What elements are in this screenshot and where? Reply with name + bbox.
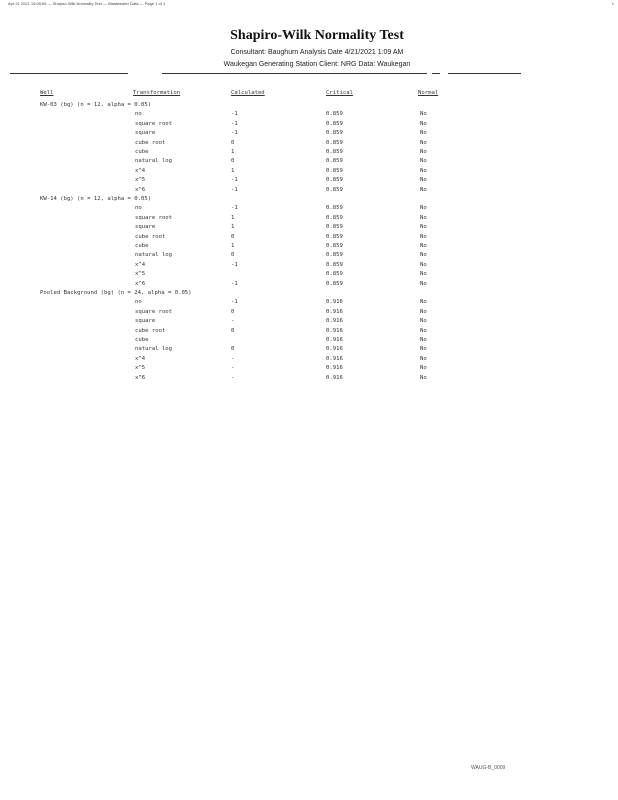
transformation-cell: x^5 [135,365,146,372]
transformation-cell: square root [135,214,173,221]
critical-cell: 0.859 [326,167,343,174]
critical-cell: 0.859 [326,214,343,221]
transformation-cell: cube root [135,327,166,334]
normal-cell: No [420,243,427,249]
normal-cell: No [420,233,427,240]
transformation-cell: no [135,299,142,306]
normal-cell: No [420,130,427,137]
column-header-critical: Critical [326,90,353,96]
normal-cell: No [420,149,427,155]
critical-cell: 0.859 [326,205,343,212]
calculated-cell: - [231,374,235,381]
normal-cell: No [420,111,427,118]
critical-cell: 0.859 [326,280,343,287]
transformation-cell: square [135,318,156,325]
normal-cell: No [420,205,427,212]
calculated-cell: 0 [231,308,235,315]
transformation-cell: square root [135,308,173,315]
normal-cell: No [420,252,427,259]
calculated-cell: 0 [231,327,235,334]
calculated-cell: -1 [231,261,238,268]
critical-cell: 0.916 [326,308,343,315]
transformation-cell: square root [135,120,173,127]
normal-cell: No [420,158,427,165]
report-subtitle-line1: Consultant: Baughurn Analysis Date 4/21/2021 1:09 AM [230,49,404,56]
calculated-cell: - [231,318,235,325]
normal-cell: No [420,167,427,174]
calculated-cell: -1 [231,111,238,118]
transformation-cell: square [135,224,156,231]
transformation-cell: no [135,111,142,118]
calculated-cell: 1 [231,243,235,249]
normal-cell: No [420,224,427,231]
critical-cell: 0.916 [326,337,343,343]
critical-cell: 0.916 [326,365,343,372]
transformation-cell: natural log [135,158,173,165]
transformation-cell: x^6 [135,374,146,381]
calculated-cell: 1 [231,224,235,231]
transformation-cell: cube [135,243,149,249]
transformation-cell: x^4 [135,167,146,174]
transformation-cell: natural log [135,252,173,259]
critical-cell: 0.859 [326,271,343,278]
header-rule-right [448,73,521,74]
critical-cell: 0.859 [326,233,343,240]
critical-cell: 0.859 [326,224,343,231]
transformation-cell: natural log [135,346,173,353]
critical-cell: 0.859 [326,158,343,165]
normal-cell: No [420,120,427,127]
calculated-cell: -1 [231,130,238,137]
transformation-cell: cube [135,149,149,155]
calculated-cell: -1 [231,120,238,127]
column-header-well: Well [40,90,54,96]
header-rule-center [162,73,427,74]
critical-cell: 0.859 [326,130,343,137]
transformation-cell: x^5 [135,271,146,278]
normal-cell: No [420,139,427,146]
calculated-cell: 0 [231,233,235,240]
header-rule-left [10,73,128,74]
column-header-normal: Normal [418,90,439,96]
transformation-cell: no [135,205,142,212]
critical-cell: 0.916 [326,327,343,334]
calculated-cell: 0 [231,158,235,165]
header-rule-dash [432,73,440,74]
critical-cell: 0.859 [326,243,343,249]
calculated-cell: 0 [231,139,235,146]
critical-cell: 0.916 [326,374,343,381]
normal-cell: No [420,280,427,287]
critical-cell: 0.916 [326,355,343,362]
critical-cell: 0.859 [326,120,343,127]
critical-cell: 0.859 [326,149,343,155]
column-header-calculated: Calculated [231,90,265,96]
column-header-transformation: Transformation [133,90,181,96]
transformation-cell: x^4 [135,355,146,362]
print-header-text: Apr 21 2021 15:09:55 — Shapiro-Wilk Normality Test — Wastewater Data — Page 1 of 1 [8,1,166,6]
calculated-cell: -1 [231,205,238,212]
normal-cell: No [420,214,427,221]
critical-cell: 0.859 [326,186,343,193]
normal-cell: No [420,261,427,268]
print-header-mark: 1 [611,1,614,6]
normal-cell: No [420,346,427,353]
calculated-cell: 1 [231,214,235,221]
calculated-cell: 0 [231,346,235,353]
report-subtitle-line2: Waukegan Generating Station Client: NRG Data: Waukegan [223,61,411,68]
calculated-cell: 0 [231,252,235,259]
critical-cell: 0.859 [326,111,343,118]
calculated-cell: -1 [231,299,238,306]
normal-cell: No [420,365,427,372]
critical-cell: 0.916 [326,299,343,306]
normal-cell: No [420,299,427,306]
calculated-cell: - [231,365,235,372]
calculated-cell: - [231,355,235,362]
normal-cell: No [420,337,427,343]
critical-cell: 0.859 [326,177,343,184]
calculated-cell: -1 [231,177,238,184]
normal-cell: No [420,308,427,315]
transformation-cell: cube root [135,139,166,146]
calculated-cell: 1 [231,149,235,155]
critical-cell: 0.916 [326,346,343,353]
normal-cell: No [420,327,427,334]
calculated-cell: -1 [231,186,238,193]
critical-cell: 0.916 [326,318,343,325]
critical-cell: 0.859 [326,252,343,259]
transformation-cell: x^6 [135,280,146,287]
normal-cell: No [420,355,427,362]
group-label: KW-14 (bg) (n = 12, alpha = 0.05) [40,196,152,202]
normal-cell: No [420,177,427,184]
group-label: KW-03 (bg) (n = 12, alpha = 0.05) [40,102,152,108]
transformation-cell: cube [135,337,149,343]
transformation-cell: cube root [135,233,166,240]
group-label: Pooled Background (bg) (n = 24, alpha = 0.05) [40,290,192,296]
transformation-cell: x^5 [135,177,146,184]
transformation-cell: x^4 [135,261,146,268]
calculated-cell: -1 [231,280,238,287]
normal-cell: No [420,374,427,381]
normal-cell: No [420,186,427,193]
normal-cell: No [420,271,427,278]
critical-cell: 0.859 [326,139,343,146]
transformation-cell: x^6 [135,186,146,193]
calculated-cell: 1 [231,167,235,174]
report-title: Shapiro-Wilk Normality Test [230,28,404,43]
normal-cell: No [420,318,427,325]
transformation-cell: square [135,130,156,137]
critical-cell: 0.859 [326,261,343,268]
page-id: WAUG-B_0009 [471,765,506,771]
